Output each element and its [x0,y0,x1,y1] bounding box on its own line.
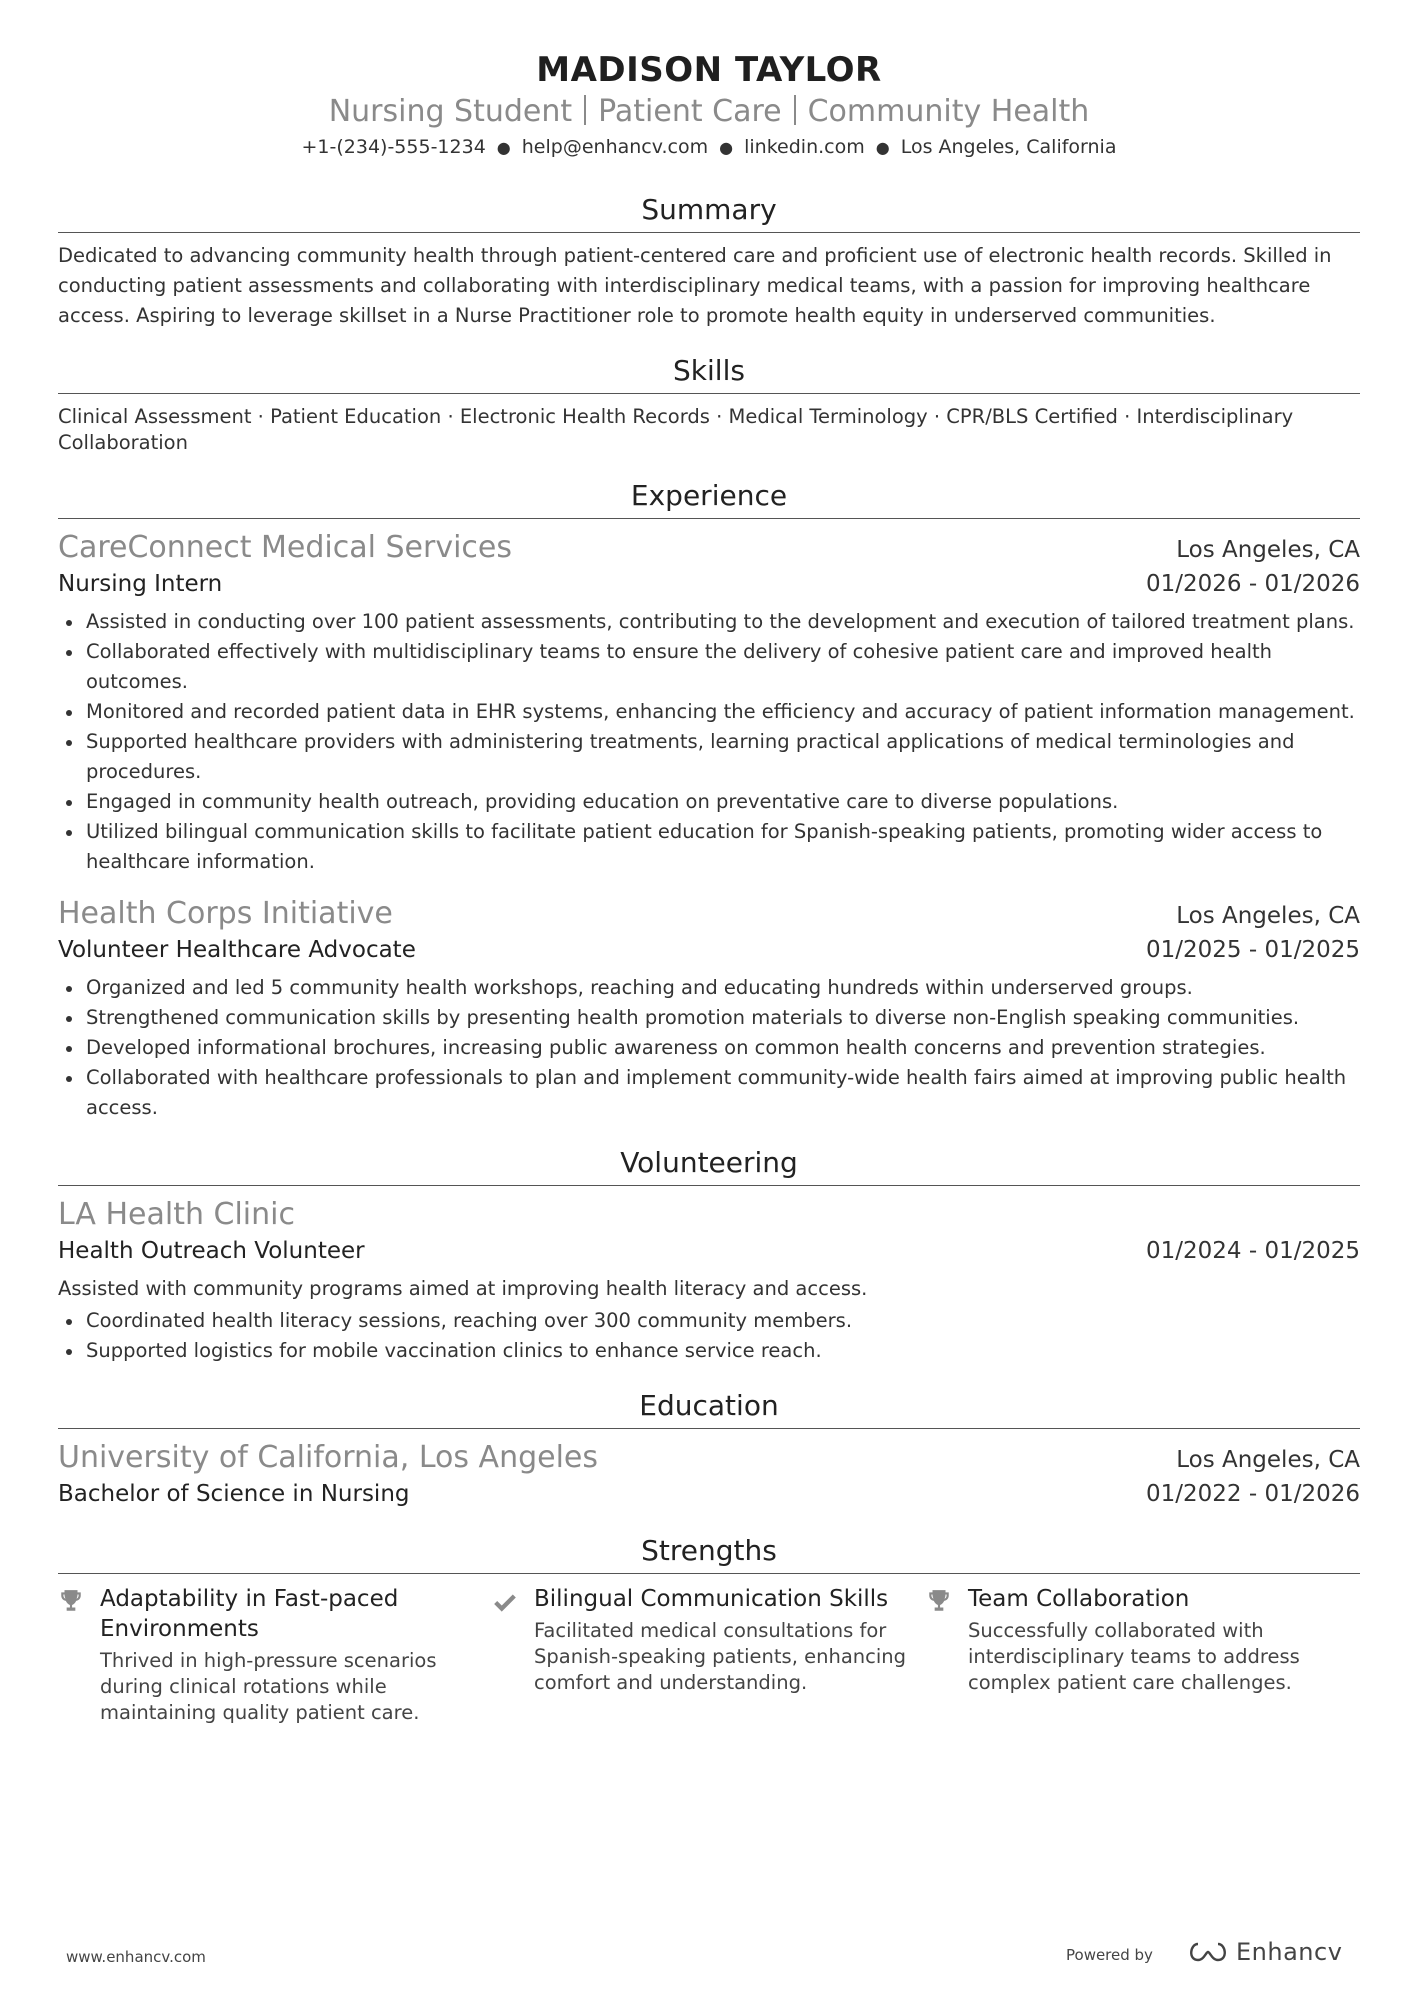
brand-name: Enhancv [1236,1938,1343,1966]
bullet-item: Utilized bilingual communication skills to facilitate patient education for Spanish-speaking patients, promoting wider access to healthcare information. [58,817,1360,877]
summary-section [58,192,1360,331]
job-dates: 01/2025 - 01/2025 [1145,937,1360,963]
bullet-item: Collaborated effectively with multidisciplinary teams to ensure the delivery of cohesive patient care and improved health outcomes. [58,637,1360,697]
school-location: Los Angeles, CA [1176,1447,1360,1473]
footer-url-link[interactable]: www.enhancv.com [66,1948,206,1966]
section-heading: Summary [58,192,1360,233]
strength-description: Thrived in high-pressure scenarios during clinical rotations while maintaining quality patient care. [100,1649,437,1724]
job-location: Los Angeles, CA [1176,537,1360,563]
resume-header [58,0,1360,162]
headline-item: Nursing Student [328,94,573,129]
bullet-item: Engaged in community health outreach, providing education on preventative care to diverse populations. [58,787,1360,817]
volunteer-dates: 01/2024 - 01/2025 [1145,1238,1360,1264]
bullet-item: Coordinated health literacy sessions, reaching over 300 community members. [58,1306,1360,1336]
enhancv-logo-icon [1186,1940,1230,1964]
strength-title: Adaptability in Fast-paced Environments [100,1586,399,1642]
contact-separator: ● [875,138,890,157]
enhancv-logo[interactable] [1186,1938,1342,1966]
page-footer [0,1938,1410,1968]
job-dates: 01/2026 - 01/2026 [1145,571,1360,597]
phone: +1-(234)-555-1234 [301,136,486,158]
headline-divider [584,95,586,125]
summary-text: Dedicated to advancing community health through patient-centered care and proficient use of electronic health records. Skilled in conducting patient assessments and collaborating with interdisciplinary medical teams, with a passion for improving healthcare access. Aspiring to leverage skillset in a Nurse Practitioner role to promote health equity in underserved communities. [58,244,1332,327]
volunteer-description: Assisted with community programs aimed at improving health literacy and access. [58,1277,868,1300]
experience-section [58,478,1360,1123]
bullet-list [58,973,1360,1123]
strength-title: Team Collaboration [968,1586,1190,1612]
strengths-list [58,1584,1360,1726]
strengths-section [58,1533,1360,1726]
bullet-list [58,607,1360,877]
company-name: Health Corps Initiative [58,896,393,931]
section-heading: Skills [58,353,1360,394]
bullet-item: Organized and led 5 community health workshops, reaching and educating hundreds within underserved groups. [58,973,1360,1003]
contact-line [58,133,1360,162]
education-dates: 01/2022 - 01/2026 [1145,1481,1360,1507]
strength-item [492,1584,926,1726]
email-link[interactable]: help@enhancv.com [521,136,709,158]
strength-item [926,1584,1360,1726]
headline-item: Community Health [807,94,1090,129]
volunteer-role: Health Outreach Volunteer [58,1238,365,1264]
location: Los Angeles, California [900,136,1117,158]
check-icon [492,1584,534,1726]
linkedin-link[interactable]: linkedin.com [744,136,865,158]
school-name: University of California, Los Angeles [58,1440,599,1475]
resume-page [58,0,1360,1726]
powered-by-label: Powered by [1066,1946,1153,1964]
skills-section [58,353,1360,456]
section-heading: Strengths [58,1533,1360,1574]
trophy-icon [926,1584,968,1726]
bullet-item: Assisted in conducting over 100 patient assessments, contributing to the development and execution of tailored treatment plans. [58,607,1360,637]
experience-entry [58,529,1360,877]
candidate-name: MADISON TAYLOR [536,50,882,90]
contact-separator: ● [496,138,511,157]
section-heading: Experience [58,478,1360,519]
volunteering-entry [58,1196,1360,1366]
headline-divider [794,95,796,125]
company-name: CareConnect Medical Services [58,530,513,565]
bullet-item: Monitored and recorded patient data in EHR systems, enhancing the efficiency and accuracy of patient information management. [58,697,1360,727]
bullet-item: Collaborated with healthcare professionals to plan and implement community-wide health fairs aimed at improving public health access. [58,1063,1360,1123]
headline [58,93,1360,131]
education-entry [58,1439,1360,1511]
trophy-icon [58,1584,100,1726]
skills-list: Clinical Assessment · Patient Education · Electronic Health Records · Medical Terminology · CPR/BLS Certified · Interdisciplinary Collaboration [58,405,1294,454]
headline-item: Patient Care [598,94,782,129]
bullet-item: Strengthened communication skills by presenting health promotion materials to diverse non-English speaking communities. [58,1003,1360,1033]
bullet-list [58,1306,1360,1366]
bullet-item: Supported logistics for mobile vaccination clinics to enhance service reach. [58,1336,1360,1366]
section-heading: Volunteering [58,1145,1360,1186]
job-title: Volunteer Healthcare Advocate [58,937,416,963]
section-heading: Education [58,1388,1360,1429]
strength-title: Bilingual Communication Skills [534,1586,889,1612]
job-location: Los Angeles, CA [1176,903,1360,929]
volunteering-section [58,1145,1360,1366]
education-section [58,1388,1360,1511]
strength-description: Facilitated medical consultations for Spanish-speaking patients, enhancing comfort and understanding. [534,1619,907,1694]
organization-name: LA Health Clinic [58,1197,295,1232]
strength-description: Successfully collaborated with interdisciplinary teams to address complex patient care challenges. [968,1619,1300,1694]
strength-item [58,1584,492,1726]
experience-entry [58,895,1360,1123]
degree: Bachelor of Science in Nursing [58,1481,410,1507]
bullet-item: Developed informational brochures, increasing public awareness on common health concerns and prevention strategies. [58,1033,1360,1063]
contact-separator: ● [719,138,734,157]
job-title: Nursing Intern [58,571,223,597]
bullet-item: Supported healthcare providers with administering treatments, learning practical applications of medical terminologies and procedures. [58,727,1360,787]
